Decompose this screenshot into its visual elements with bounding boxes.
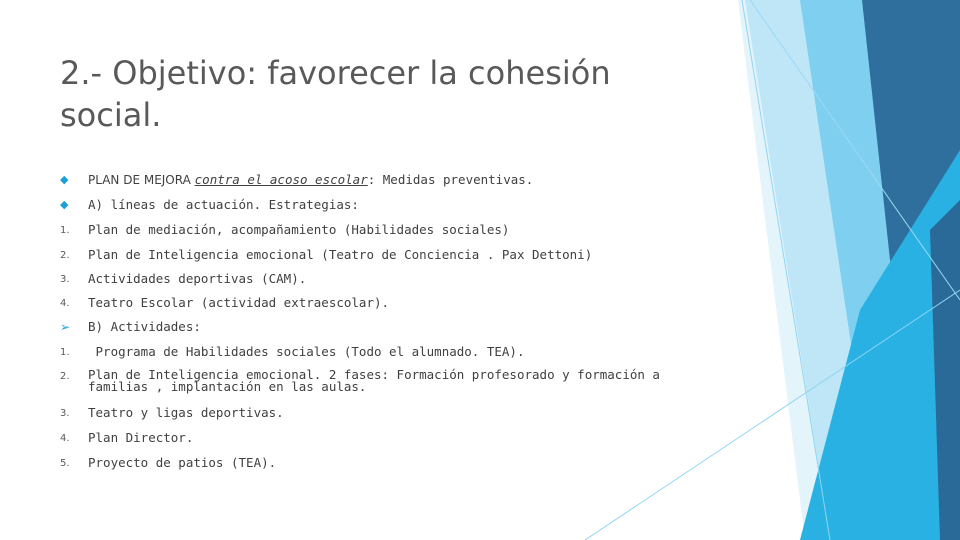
bullet-item: ◆ PLAN DE MEJORA contra el acoso escolar: Medidas preventivas.	[60, 172, 534, 187]
numbered-item: 1. Plan de mediación, acompañamiento (Habilidades sociales)	[60, 222, 510, 237]
numbered-item: 3. Actividades deportivas (CAM).	[60, 271, 307, 286]
arrow-bullet-item: ➢ B) Actividades:	[60, 319, 201, 334]
numbered-item: 3. Teatro y ligas deportivas.	[60, 405, 284, 420]
numbered-item: 2. Plan de Inteligencia emocional. 2 fases: Formación profesorado y formación a familias , implantación en las aulas.	[60, 367, 660, 394]
bullet-item: ◆ A) líneas de actuación. Estrategias:	[60, 197, 359, 212]
numbered-item: 1. Programa de Habilidades sociales (Todo el alumnado. TEA).	[60, 344, 525, 359]
numbered-item: 5. Proyecto de patios (TEA).	[60, 455, 277, 470]
numbered-item: 4. Plan Director.	[60, 430, 194, 445]
diamond-bullet-icon: ◆	[60, 198, 69, 211]
slide-title: 2.- Objetivo: favorecer la cohesión social.	[60, 54, 611, 134]
numbered-item: 2. Plan de Inteligencia emocional (Teatro de Conciencia . Pax Dettoni)	[60, 247, 593, 262]
numbered-item: 4. Teatro Escolar (actividad extraescolar).	[60, 295, 390, 310]
arrow-bullet-icon: ➢	[60, 320, 71, 334]
emphasis-text: contra el acoso escolar	[194, 172, 368, 187]
diamond-bullet-icon: ◆	[60, 173, 69, 186]
